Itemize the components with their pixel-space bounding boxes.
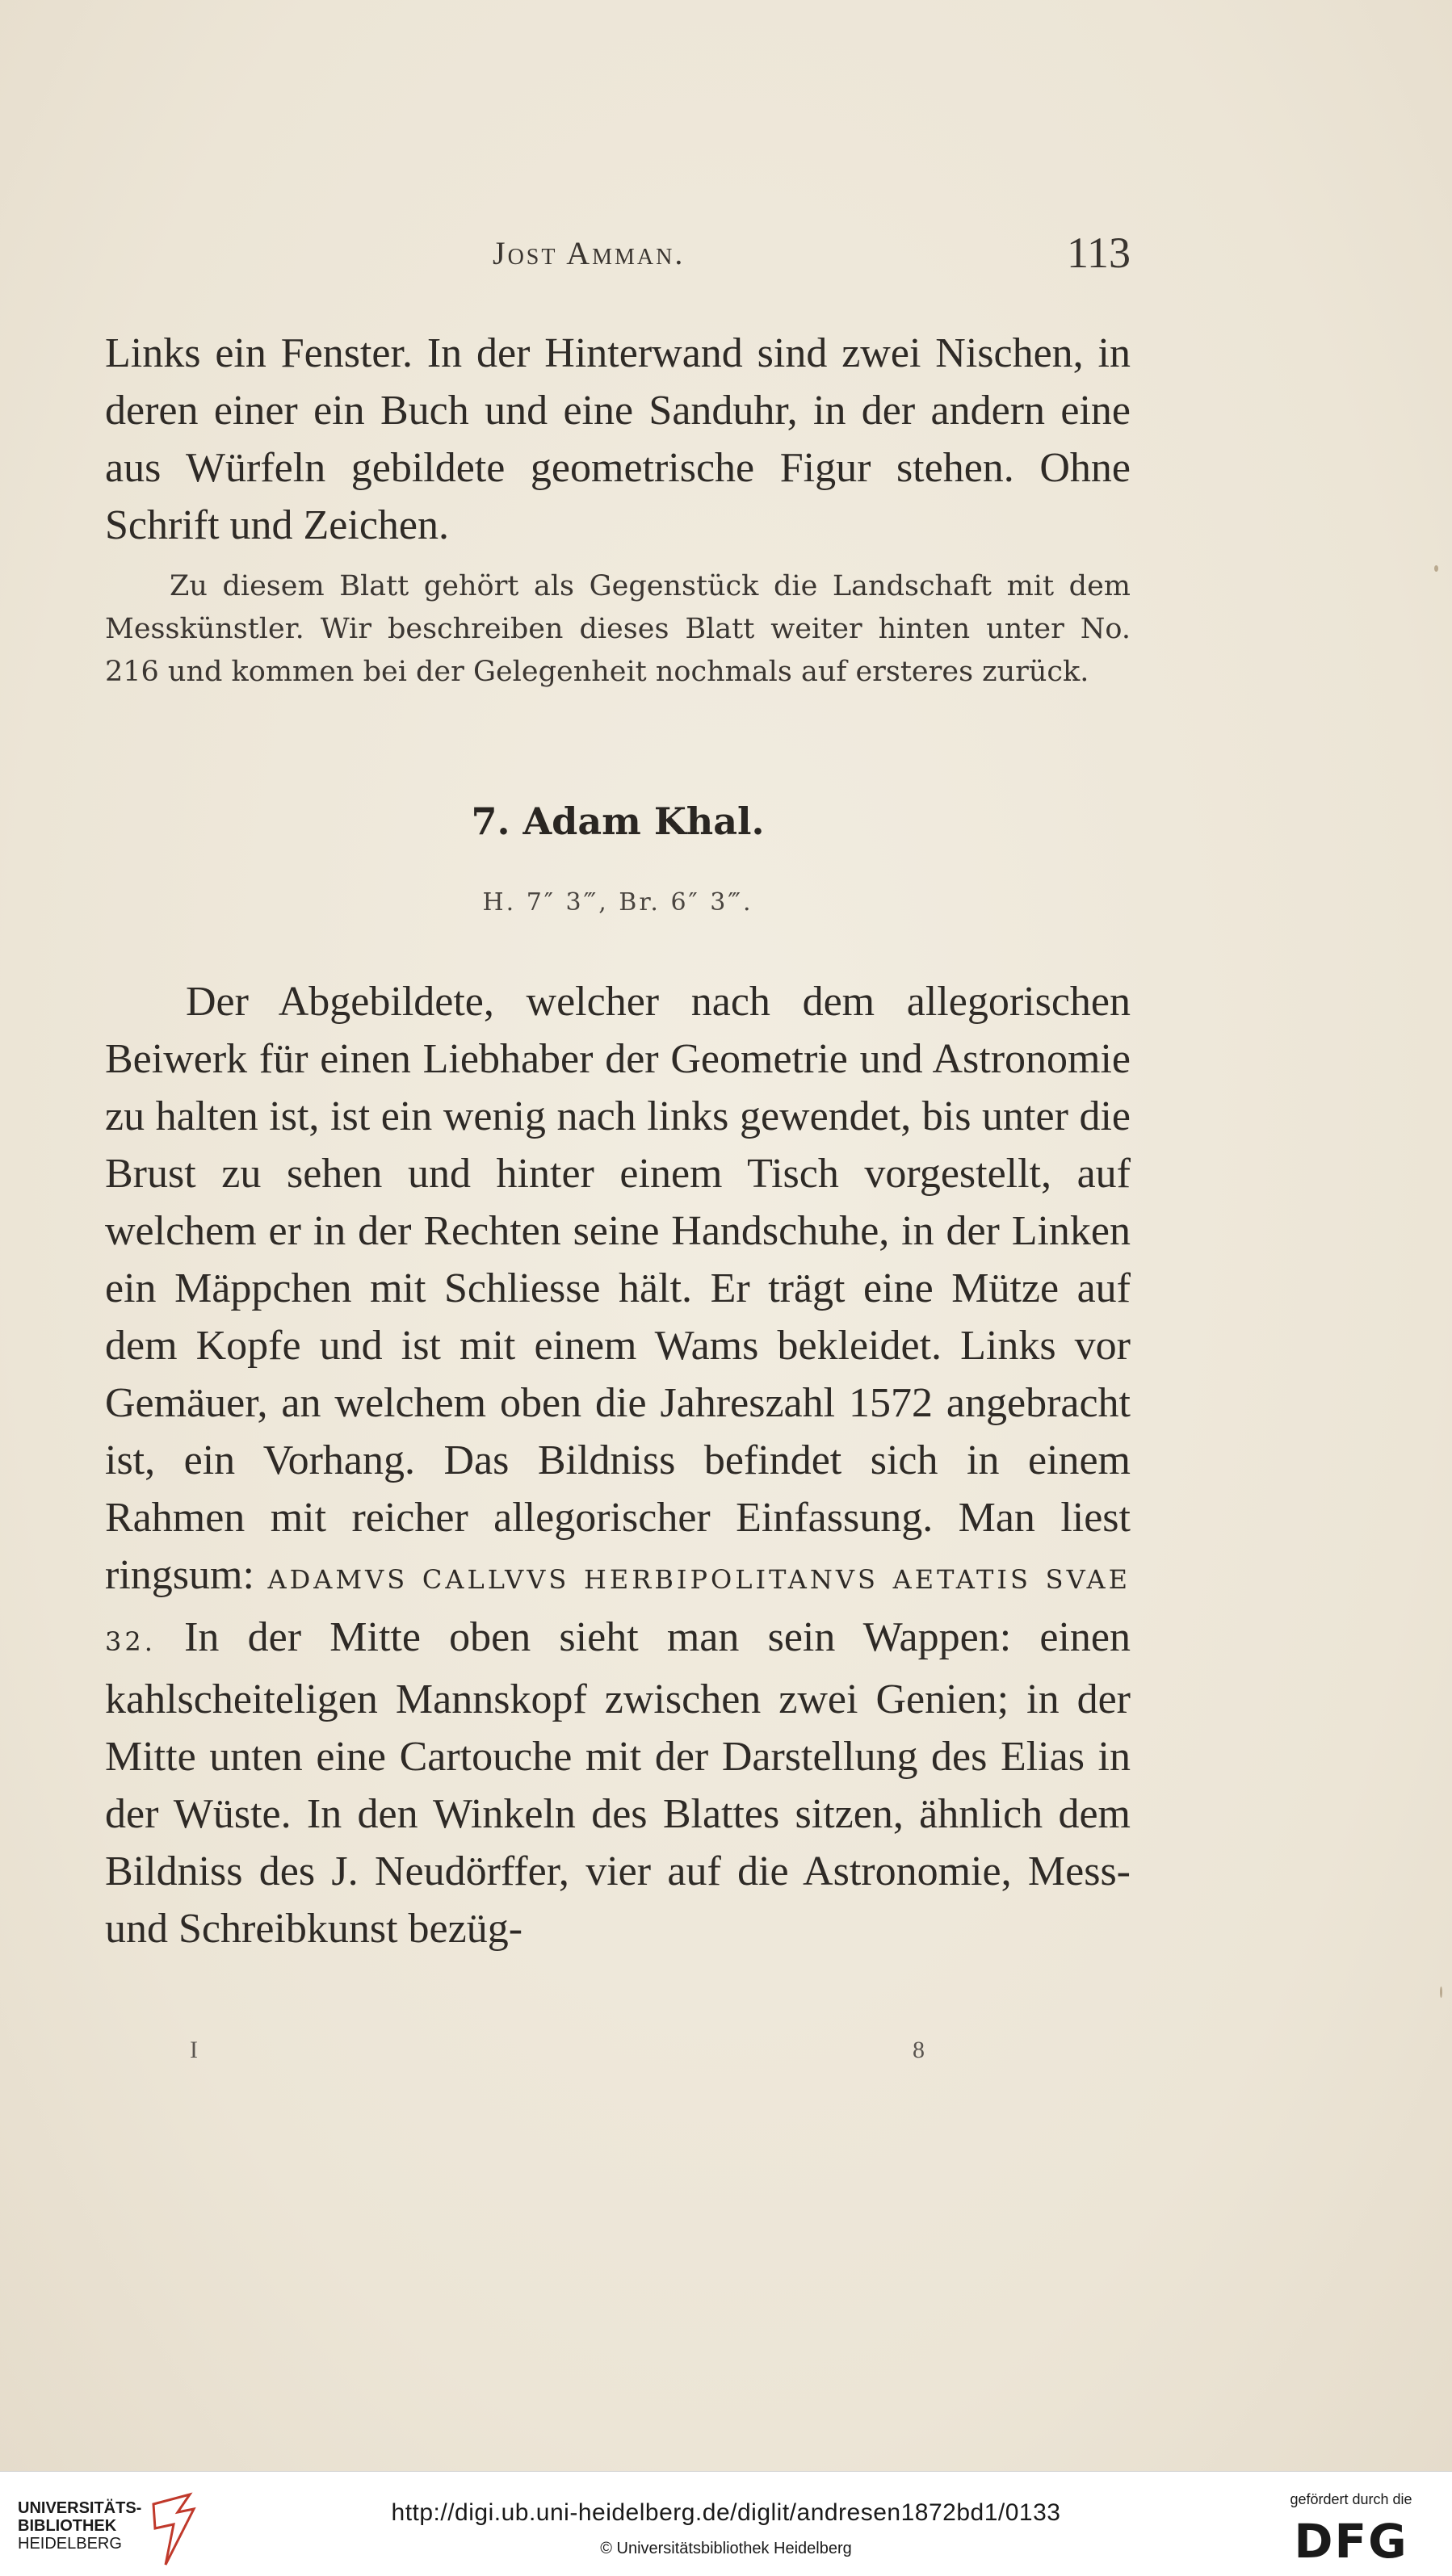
funded-by-label: gefördert durch die bbox=[1290, 2491, 1412, 2507]
signature-left: I bbox=[190, 2037, 198, 2063]
dfg-logo: DFG bbox=[1294, 2514, 1408, 2569]
running-title: Jost Amman. bbox=[493, 235, 686, 271]
dimensions-line: H. 7″ 3‴, Br. 6″ 3‴. bbox=[482, 888, 753, 917]
permalink-url[interactable]: http://digi.ub.uni-heidelberg.de/diglit/andresen1872bd1/0133 bbox=[391, 2499, 1061, 2526]
library-logo-text: UNIVERSITÄTS- BIBLIOTHEK HEIDELBERG bbox=[18, 2499, 142, 2553]
copyright-notice: © Universitätsbibliothek Heidelberg bbox=[600, 2540, 852, 2557]
paper-speck bbox=[1440, 1987, 1442, 1998]
page-number: 113 bbox=[1067, 229, 1131, 277]
signature-right: 8 bbox=[913, 2037, 925, 2063]
main-paragraph-text: Der Abgebildete, welcher nach dem allegorischen Beiwerk für einen Liebhaber der Geometrie und Astronomie zu halten ist, ist ein wenig nach links gewendet, bis unter die Brust zu sehen und hinter einem Tisch vorgestellt, auf welchem er in der Rechten seine Handschuhe, in der Linken ein Mäppchen mit Schliesse hält. Er trägt eine Mütze auf dem Kopfe und ist mit einem Wams bekleidet. Links vor Gemäuer, an welchem oben die Jahreszahl 1572 angebracht ist, ein Vorhang. Das Bildniss befindet sich in einem Rahmen mit reicher allegorischer Einfassung. Man liest ringsum: bbox=[105, 979, 1131, 1598]
footnote-paragraph: Zu diesem Blatt gehört als Gegenstück die Landschaft mit dem Messkünstler. Wir beschreiben dieses Blatt weiter hinten unter No. 216 und kommen bei der Gelegenheit nochmals auf ersteres zurück. bbox=[105, 570, 1131, 688]
page-header bbox=[105, 229, 1131, 283]
main-paragraph-continuation: In der Mitte oben sieht man sein Wappen: einen kahlscheiteligen Mannskopf zwischen zwei Genien; in der Mitte unten eine Cartouche mit der Darstellung des Elias in der Wüste. In den Winkeln des Blattes sitzen, ähnlich dem Bildniss des J. Neudörffer, vier auf die Astronomie, Mess- und Schreibkunst bezüg- bbox=[105, 1614, 1131, 1952]
text-block-main bbox=[105, 973, 1131, 1957]
text-block-top bbox=[105, 325, 1131, 694]
section-heading: 7. Adam Khal. bbox=[471, 799, 765, 843]
paragraph-continuation: Links ein Fenster. In der Hinterwand sind zwei Nischen, in deren einer ein Buch und eine Sanduhr, in der andern eine aus Würfeln gebildete geometrische Figur stehen. Ohne Schrift und Zeichen. bbox=[105, 330, 1131, 548]
main-paragraph bbox=[105, 973, 1131, 1957]
viewer-footer bbox=[0, 2471, 1452, 2576]
inscription-text: ADAMVS CALLVVS HERBIPOLITANVS AETATIS SVAE 32. bbox=[105, 1564, 1131, 1657]
paper-speck bbox=[1434, 565, 1438, 572]
signature-marks bbox=[105, 2037, 1131, 2069]
